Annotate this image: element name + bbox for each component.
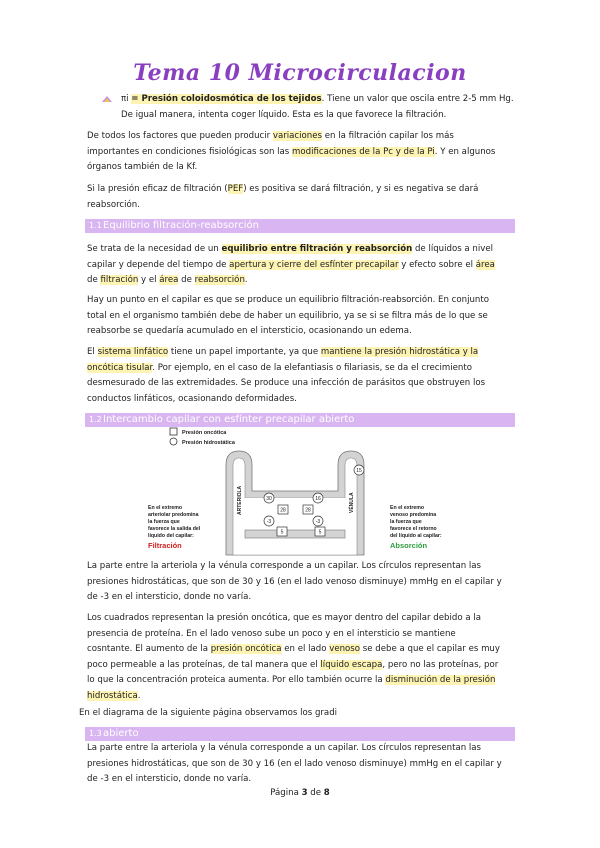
capillary-diagram bbox=[140, 425, 450, 557]
right-note bbox=[390, 505, 442, 539]
paragraph-punto-equilibrio: Hay un punto en el capilar es que se produce un equilibrio filtración-reabsorción. En conjunto total en el organismo también debe de haber un equilibrio, ya se si se filtra más de lo que se reabsorbe se quedaría acumulado en el intersticio, ocasionando un edema. bbox=[87, 295, 490, 336]
paragraph-linfatico: El sistema linfático tiene un papel importante, ya que mantiene la presión hidrostática y la oncótica tisular. Por ejemplo, en el caso de la elefantiasis o filariasis, se da el crecimiento desmesurado de las extremidades. Se produce una infección de parásitos que obstruyen los conductos linfáticos, ocasionando deformidades. bbox=[87, 347, 486, 404]
bullet-icon bbox=[101, 95, 113, 104]
svg-text:venoso predomina: venoso predomina bbox=[390, 512, 437, 518]
paragraph-arteriola-venula: La parte entre la arteriola y la vénula corresponde a un capilar. Los círculos representan las presiones hidrostáticas, que son de 30 y 16 (en el lado venoso disminuye) mmHg en el capilar y de -3 en el intersticio, donde no varía. bbox=[87, 561, 502, 602]
svg-text:-3: -3 bbox=[266, 519, 272, 525]
section-heading-abierto: 1.3 abierto bbox=[85, 727, 515, 741]
bullet-text: πi = Presión coloidosmótica de los tejidos. Tiene un valor que oscila entre 2-5 mm Hg. De igual manera, intenta coger líquido. Esta es la que favorece la filtración. bbox=[121, 94, 514, 120]
svg-text:28: 28 bbox=[305, 507, 311, 514]
svg-text:favorece la salida del: favorece la salida del bbox=[148, 526, 201, 532]
svg-text:15: 15 bbox=[356, 468, 362, 474]
svg-text:favorece el retorno: favorece el retorno bbox=[390, 526, 437, 532]
filtration-label: Filtración bbox=[148, 541, 182, 550]
venula-label: VÉNULA bbox=[349, 492, 355, 513]
legend-hydro: Presión hidrostática bbox=[182, 440, 235, 446]
paragraph-cuadrados: Los cuadrados representan la presión oncótica, que es mayor dentro del capilar debido a la presencia de proteína. En el lado venoso sube un poco y en el intersticio se mantiene cosntante. El aumento de la presión oncótica en el lado venoso se debe a que el capilar es muy poco permeable a las proteínas, de tal manera que el líquido escapa, pero no las proteínas, por lo que la concentración proteica aumenta. Por ello también ocurre la disminución de la presión hidrostática. bbox=[87, 613, 500, 701]
svg-text:arteriolar predomina: arteriolar predomina bbox=[148, 512, 199, 518]
svg-text:28: 28 bbox=[280, 507, 286, 514]
paragraph-pef: Si la presión eficaz de filtración (PEF) es positiva se dará filtración, y si es negativa se dará reabsorción. bbox=[87, 184, 479, 210]
svg-text:En el extremo: En el extremo bbox=[148, 505, 183, 511]
page-footer: Página 3 de 8 bbox=[270, 788, 330, 798]
section-heading-intercambio: 1.2 Intercambio capilar con esfínter precapilar abierto bbox=[85, 413, 515, 427]
paragraph-variations: De todos los factores que pueden producir variaciones en la filtración capilar los más importantes en condiciones fisiológicas son las modificaciones de la Pc y de la Pi. Y en algunos órganos también de la Kf. bbox=[87, 131, 496, 172]
paragraph-arteriola-venula-2: La parte entre la arteriola y la vénula corresponde a un capilar. Los círculos representan las presiones hidrostáticas, que son de 30 y 16 (en el lado venoso disminuye) mmHg en el capilar y de -3 en el intersticio, donde no varía. bbox=[87, 743, 502, 784]
legend-square-icon bbox=[170, 428, 177, 435]
arteriola-label: ARTERIOLA bbox=[237, 485, 243, 515]
legend-oncotic: Presión oncótica bbox=[182, 430, 227, 436]
capillary-segment bbox=[245, 498, 345, 534]
svg-text:5: 5 bbox=[280, 529, 284, 536]
svg-text:30: 30 bbox=[266, 496, 272, 502]
paragraph-equilibrio: Se trata de la necesidad de un equilibrio entre filtración y reabsorción de líquidos a nivel capilar y depende del tiempo de apertura y cierre del esfínter precapilar y efecto sobre el área de filtración y el área de reabsorción. bbox=[87, 244, 495, 285]
left-note bbox=[148, 505, 201, 539]
svg-text:16: 16 bbox=[315, 496, 321, 502]
capillary-lower-wall bbox=[245, 530, 345, 538]
section-heading-equilibrio: 1.1 Equilibrio filtración-reabsorción bbox=[85, 219, 515, 233]
svg-text:5: 5 bbox=[318, 529, 322, 536]
svg-text:del líquido al capilar:: del líquido al capilar: bbox=[390, 533, 442, 539]
legend-circle-icon bbox=[170, 438, 177, 445]
paragraph-diagrama: En el diagrama de la siguiente página observamos los gradi bbox=[79, 708, 338, 718]
svg-text:la fuerza que: la fuerza que bbox=[390, 519, 422, 525]
page-title: Tema 10 Microcirculacion bbox=[133, 60, 467, 86]
svg-text:la fuerza que: la fuerza que bbox=[148, 519, 180, 525]
svg-text:líquido del capilar:: líquido del capilar: bbox=[148, 533, 194, 539]
absorption-label: Absorción bbox=[390, 541, 428, 550]
svg-text:-3: -3 bbox=[315, 519, 321, 525]
svg-text:En el extremo: En el extremo bbox=[390, 505, 425, 511]
